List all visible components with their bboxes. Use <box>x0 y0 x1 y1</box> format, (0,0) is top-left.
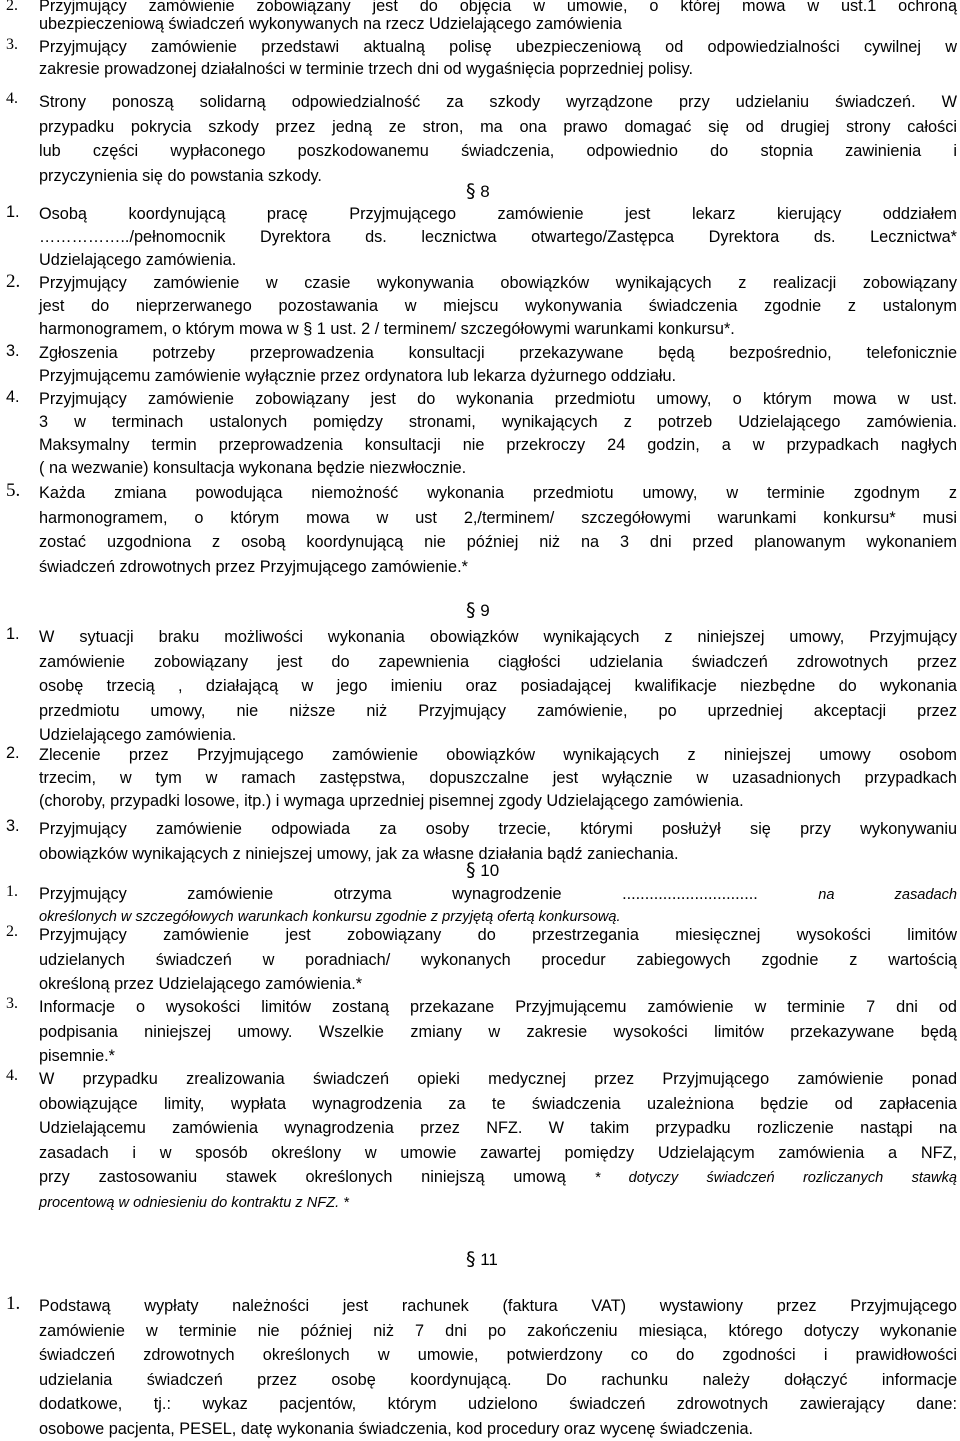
list-item <box>39 272 957 341</box>
paragraph-line: Strony ponoszą solidarną odpowiedzialność za szkody wyrządzone przy udzielaniu świadczeń. W <box>39 90 957 115</box>
section-symbol: § <box>466 180 476 202</box>
list-item <box>39 883 957 927</box>
paragraph-line: trzecim, w tym w ramach zastępstwa, dopuszczalne jest wyłącznie w uzasadnionych przypadkach <box>39 767 957 790</box>
italic-text-run: określonych w szczegółowych warunkach konkursu zgodnie z przyjętą ofertą konkursową. <box>39 909 621 925</box>
section-number: 8 <box>480 182 489 201</box>
list-item <box>39 995 957 1069</box>
paragraph-line: obowiązków wynikających z niniejszej umowy, jak za własne działania bądź zaniechania. <box>39 842 957 867</box>
text-run: przy zastosowaniu stawek określonych niniejszą umową <box>39 1168 566 1186</box>
section-heading <box>466 1248 498 1270</box>
paragraph-line: zasadach i w sposób określony w umowie zawartej pomiędzy Udzielającym zamówienia a NFZ, <box>39 1141 957 1166</box>
paragraph-line: świadczeń zdrowotnych określonych w umowie, potwierdzony co do zgodności i prawidłowości <box>39 1343 957 1368</box>
paragraph-line: Zgłoszenia potrzeby przeprowadzenia konsultacji przekazywane będą bezpośrednio, telefonicznie <box>39 342 957 365</box>
paragraph-line: Informacje o wysokości limitów zostaną przekazane Przyjmującemu zamówienie w terminie 7 dni od <box>39 995 957 1020</box>
paragraph-line: Udzielającego zamówienia. <box>39 723 957 748</box>
list-item <box>39 203 957 272</box>
paragraph-line: dodatkowe, tj.: wykaz pacjentów, którym udzielono świadczeń zdrowotnych zawierający dane: <box>39 1392 957 1417</box>
section-number: 9 <box>480 601 489 620</box>
text-run: Przyjmujący zamówienie otrzyma wynagrodzenie .............................. <box>39 885 758 903</box>
italic-text-run: na zasadach <box>818 887 957 903</box>
paragraph-line: Udzielającego zamówienia. <box>39 249 957 272</box>
item-number: 3. <box>6 817 20 836</box>
item-number: 3. <box>6 995 18 1013</box>
paragraph-line: ……………../pełnomocnik Dyrektora ds. lecznictwa otwartego/Zastępca Dyrektora ds. Lecznictwa* <box>39 226 957 249</box>
paragraph-line: Osobą koordynującą pracę Przyjmującego zamówienie jest lekarz kierujący oddziałem <box>39 203 957 226</box>
item-number: 2. <box>6 923 18 941</box>
list-item <box>39 36 957 80</box>
paragraph-line: podpisania niniejszej umowy. Wszelkie zmiany w zakresie wysokości limitów przekazywane będą <box>39 1020 957 1045</box>
paragraph-line: Zlecenie przez Przyjmującego zamówienie obowiązków wynikających z niniejszej umowy osobom <box>39 744 957 767</box>
section-number: 11 <box>480 1250 498 1269</box>
paragraph-line: zamówienie w terminie nie później niż 7 dni po zakończeniu miesiąca, którego dotyczy wykonanie <box>39 1319 957 1344</box>
paragraph-line: Przyjmujący zamówienie jest zobowiązany do przestrzegania miesięcznej wysokości limitów <box>39 923 957 948</box>
paragraph-line: Przyjmujący zamówienie w czasie wykonywania obowiązków wynikających z realizacji zobowiązany <box>39 272 957 295</box>
list-item <box>39 923 957 997</box>
list-item <box>39 1294 957 1441</box>
paragraph-line: harmonogramem, o którym mowa w ust 2,/terminem/ szczegółowymi warunkami konkursu* musi <box>39 506 957 531</box>
item-number: 4. <box>6 1067 18 1085</box>
paragraph-line: osobę trzecią , działającą w jego imieniu oraz posiadającej kwalifikacje niezbędne do wykonania <box>39 674 957 699</box>
item-number: 1. <box>6 625 20 644</box>
paragraph-line: Przyjmującemu zamówienie wyłącznie przez ordynatora lub lekarza dyżurnego oddziału. <box>39 365 957 388</box>
paragraph-line: określoną przez Udzielającego zamówienia.* <box>39 972 957 997</box>
section-heading <box>466 859 499 881</box>
paragraph-line <box>39 883 957 905</box>
paragraph-line: Przyjmujący zamówienie zobowiązany jest do wykonania przedmiotu umowy, o którym mowa w ust. <box>39 388 957 411</box>
item-number: 2. <box>6 271 20 293</box>
section-heading <box>466 180 490 202</box>
paragraph-line: 3 w terminach ustalonych pomiędzy stronami, wynikających z potrzeb Udzielającego zamówienia. <box>39 411 957 434</box>
paragraph-line: harmonogramem, o którym mowa w § 1 ust. 2 / terminem/ szczegółowymi warunkami konkursu*. <box>39 318 957 341</box>
italic-text-run: * dotyczy świadczeń rozliczanych stawką <box>595 1170 957 1186</box>
item-number: 4. <box>6 90 18 108</box>
item-number: 1. <box>6 203 20 222</box>
item-number: 1. <box>6 883 18 901</box>
item-number: 1. <box>6 1293 20 1315</box>
paragraph-line: Podstawą wypłaty należności jest rachunek (faktura VAT) wystawiony przez Przyjmującego <box>39 1294 957 1319</box>
paragraph-line: W sytuacji braku możliwości wykonania obowiązków wynikających z niniejszej umowy, Przyjmujący <box>39 625 957 650</box>
list-item <box>39 744 957 813</box>
paragraph-line: zamówienie zobowiązany jest do zapewnienia ciągłości udzielania świadczeń zdrowotnych przez <box>39 650 957 675</box>
paragraph-line: przypadku pokrycia szkody przez jedną ze stron, ma ona prawo domagać się od drugiej strony całości <box>39 115 957 140</box>
paragraph-line: lub części wypłaconego poszkodowanemu świadczenia, odpowiednio do stopnia zawinienia i <box>39 139 957 164</box>
paragraph-line: (choroby, przypadki losowe, itp.) i wymaga uprzedniej pisemnej zgody Udzielającego zamówienia. <box>39 790 957 813</box>
paragraph-line: Przyjmujący zamówienie odpowiada za osoby trzecie, którymi posłużył się przy wykonywaniu <box>39 817 957 842</box>
item-number: 3. <box>6 342 20 361</box>
section-number: 10 <box>480 861 499 880</box>
paragraph-line: Maksymalny termin przeprowadzenia konsultacji nie przekroczy 24 godzin, a w przypadkach nagłych <box>39 434 957 457</box>
list-item <box>39 1067 957 1214</box>
paragraph-line: Każda zmiana powodująca niemożność wykonania przedmiotu umowy, w terminie zgodnym z <box>39 481 957 506</box>
paragraph-line: udzielanych świadczeń w poradniach/ wykonanych procedur zabiegowych zgodnie z wartością <box>39 948 957 973</box>
item-number: 2. <box>6 744 20 763</box>
list-item <box>39 388 957 480</box>
section-symbol: § <box>466 859 476 881</box>
paragraph-line: przyczynienia się do powstania szkody. <box>39 164 957 189</box>
paragraph-line: zostać uzgodniona z osobą koordynującą nie później niż na 3 dni przed planowanym wykonaniem <box>39 530 957 555</box>
paragraph-line: W przypadku zrealizowania świadczeń opieki medycznej przez Przyjmującego zamówienie ponad <box>39 1067 957 1092</box>
paragraph-line: udzielania świadczeń przez osobę koordynującą. Do rachunku należy dołączyć informacje <box>39 1368 957 1393</box>
paragraph-line: Przyjmujący zamówienie przedstawi aktualną polisę ubezpieczeniową od odpowiedzialności cywilnej w <box>39 36 957 58</box>
list-item <box>39 625 957 748</box>
item-number: 3. <box>6 36 18 54</box>
paragraph-line: osobowe pacjenta, PESEL, datę wykonania świadczenia, kod procedury oraz wycenę świadczenia. <box>39 1417 957 1441</box>
paragraph-line <box>39 1165 957 1190</box>
paragraph-line: ubezpieczeniową świadczeń wykonywanych na rzecz Udzielającego zamówienia <box>39 15 957 33</box>
paragraph-line <box>39 1190 957 1215</box>
paragraph-line: Udzielającemu zamówienia wynagrodzenia przez NFZ. W takim przypadku rozliczenie nastąpi na <box>39 1116 957 1141</box>
section-symbol: § <box>466 1248 476 1270</box>
list-item <box>39 342 957 388</box>
section-symbol: § <box>466 599 476 621</box>
paragraph-line: zakresie prowadzonej działalności w terminie trzech dni od wygaśnięcia poprzedniej polisy. <box>39 58 957 80</box>
item-number: 2. <box>6 0 18 15</box>
item-number: 5. <box>6 480 20 502</box>
paragraph-line: przedmiotu umowy, nie niższe niż Przyjmujący zamówienie, po uprzedniej akceptacji przez <box>39 699 957 724</box>
list-item <box>39 481 957 579</box>
list-item <box>39 0 957 33</box>
paragraph-line: Przyjmujący zamówienie zobowiązany jest do objęcia w umowie, o której mowa w ust.1 ochroną <box>39 0 957 15</box>
paragraph-line: pisemnie.* <box>39 1044 957 1069</box>
section-heading <box>466 599 490 621</box>
paragraph-line: świadczeń zdrowotnych przez Przyjmującego zamówienie.* <box>39 555 957 580</box>
paragraph-line: jest do nieprzerwanego pozostawania w miejscu wykonywania świadczenia zgodnie z ustalonym <box>39 295 957 318</box>
paragraph-line: ( na wezwanie) konsultacja wykonana będzie niezwłocznie. <box>39 457 957 480</box>
paragraph-line: obowiązujące limity, wypłata wynagrodzenia za te świadczenia uzależniona będzie od zapłacenia <box>39 1092 957 1117</box>
italic-text-run: procentową w odniesieniu do kontraktu z NFZ. * <box>39 1195 349 1211</box>
item-number: 4. <box>6 388 20 407</box>
list-item <box>39 90 957 188</box>
